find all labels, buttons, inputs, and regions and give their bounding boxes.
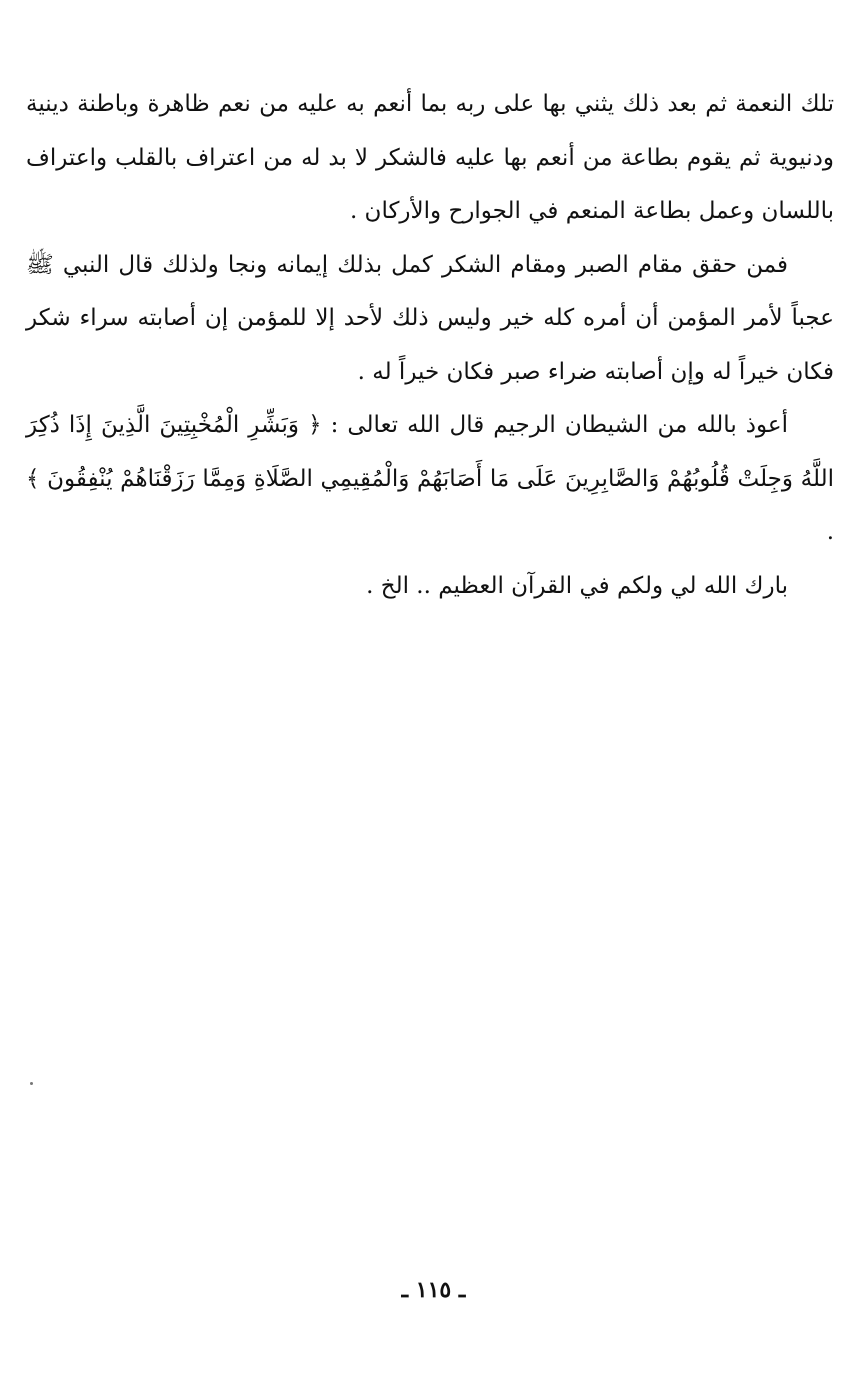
- page-number: ـ ١١٥ ـ: [401, 1277, 466, 1303]
- paragraph-2: فمن حقق مقام الصبر ومقام الشكر كمل بذلك إيمانه ونجا ولذلك قال النبي ﷺ عجباً لأمر المؤمن أن أمره كله خير وليس ذلك لأحد إلا للمؤمن إن أصابته سراء شكر فكان خيراً له وإن أصابته ضراء صبر فكان خيراً له .: [26, 251, 834, 385]
- quran-paragraph: [26, 399, 834, 560]
- closing-line: بارك الله لي ولكم في القرآن العظيم .. الخ .: [366, 572, 788, 599]
- quran-verse: ﴿ وَبَشِّرِ الْمُخْبِتِينَ الَّذِينَ إِذَا ذُكِرَ اللَّهُ وَجِلَتْ قُلُوبُهُمْ وَالصَّابِرِينَ عَلَى مَا أَصَابَهُمْ وَالْمُقِيمِي الصَّلَاةِ وَمِمَّا رَزَقْنَاهُمْ يُنْفِقُونَ ﴾ .: [26, 412, 834, 545]
- paragraph-1: تلك النعمة ثم بعد ذلك يثني بها على ربه بما أنعم به عليه من نعم ظاهرة وباطنة دينية ودنيوية ثم يقوم بطاعة من أنعم بها عليه فالشكر لا بد له من اعتراف بالقلب واعتراف باللسان وعمل بطاعة المنعم في الجوارح والأركان .: [26, 91, 834, 224]
- quran-intro: أعوذ بالله من الشيطان الرجيم قال الله تعالى :: [330, 412, 788, 438]
- body-text: [26, 78, 834, 613]
- scan-speck: [30, 1082, 33, 1085]
